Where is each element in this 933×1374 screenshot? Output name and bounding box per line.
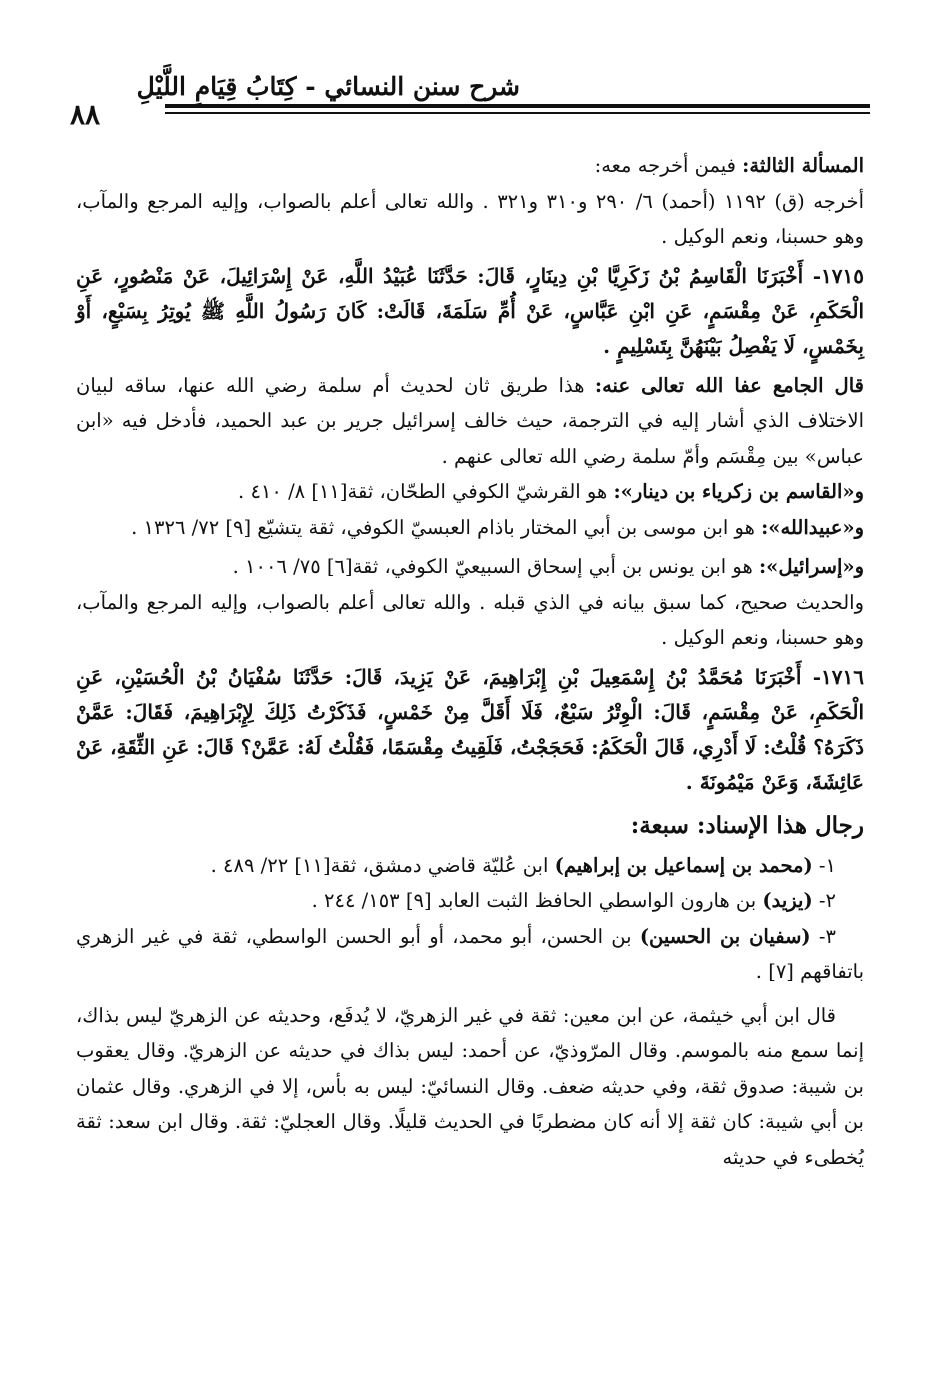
narrator-item-2-text: بن هارون الواسطي الحافظ الثبت العابد [٩] ١٥٣/ ٢٤٤ . xyxy=(311,889,763,912)
narrator-item-1-text: ابن عُليّة قاضي دمشق، ثقة[١١] ٢٢/ ٤٨٩ . xyxy=(210,853,555,877)
narrator-item-2-number: ٢- xyxy=(812,889,836,912)
commentary-text: هذا طريق ثان لحديث أم سلمة رضي الله عنها، ساقه لبيان الاختلاف الذي أشار إليه في الترجمة، حيث خالف إسرائيل جرير بن عبد الحميد، فأدخل فيه «ابن عباس» بين مِقْسَم وأمّ سلمة رضي الله تعالى عنهم . xyxy=(76,373,864,468)
hadith-1716: ١٧١٦- أَخْبَرَنَا مُحَمَّدُ بْنُ إِسْمَعِيلَ بْنِ إِبْرَاهِيمَ، عَنْ يَزِيدَ، قَالَ: حَدَّثَنَا سُفْيَانُ بْنُ الْحُسَيْنِ، عَنِ الْحَكَمِ، عَنْ مِقْسَمٍ، قَالَ: الْوِتْرُ سَبْعٌ، فَلَا أَقَلَّ مِنْ خَمْسٍ، فَذَكَرْتُ ذَلِكَ لِإِبْرَاهِيمَ، فَقَالَ: عَمَّنْ ذَكَرَهُ؟ قُلْتُ: لَا أَدْرِي، قَالَ الْحَكَمُ: فَحَجَجْتُ، فَلَقِيتُ مِقْسَمًا، فَقُلْتُ لَهُ: عَمَّنْ؟ قَالَ: عَنِ الثِّقَةِ، عَنْ عَائِشَةَ، وَعَنْ مَيْمُونَةَ . xyxy=(76,664,864,794)
paragraph-takhrij: أخرجه (ق) ١١٩٢ (أحمد) ٦/ ٢٩٠ و٣١٠ و٣٢١ . والله تعالى أعلم بالصواب، وإليه المرجع والمآب، وهو حسبنا، ونعم الوكيل . xyxy=(76,189,864,248)
paragraph-takhrij-heading xyxy=(76,148,864,184)
narrator-ubaydullah xyxy=(76,510,864,546)
narrator-ubaydullah-label: و«عبيدالله»: xyxy=(761,515,864,539)
narrator-israil-label: و«إسرائيل»: xyxy=(758,555,864,578)
header-title: شرح سنن النسائي - كِتَابُ قِيَامِ اللَّيْلِ xyxy=(136,72,520,101)
narrator-ubaydullah-text: هو ابن موسى بن أبي المختار باذام العبسيّ الكوفي، ثقة يتشيّع [٩] ٧٢/ ١٣٢٦ . xyxy=(131,515,762,539)
narrator-item-3 xyxy=(76,919,864,990)
page-body xyxy=(76,148,864,1175)
header-rule-thin xyxy=(165,112,870,114)
page-number: ٨٨ xyxy=(70,98,101,131)
section-title: رجال هذا الإسناد: سبعة: xyxy=(630,811,864,839)
narrator-item-3-text: بن الحسن، أبو محمد، أو أبو الحسن الواسطي، ثقة في غير الزهري باتفاقهم [٧] . xyxy=(76,924,864,983)
narrator-al-qasim-label: و«القاسم بن زكرياء بن دينار»: xyxy=(613,480,864,503)
narrator-item-3-number: ٣- xyxy=(810,924,836,948)
header-rule-thick xyxy=(165,104,870,108)
narrator-item-2 xyxy=(76,883,864,919)
narrator-al-qasim-text: هو القرشيّ الكوفي الطحّان، ثقة[١١] ٨/ ٤١٠ . xyxy=(238,480,614,503)
running-header xyxy=(70,62,870,132)
narrator-item-1-number: ١- xyxy=(812,853,836,877)
narrator-item-1-label: (محمد بن إسماعيل بن إبراهيم) xyxy=(554,853,813,877)
issue-text: فيمن أخرجه معه: xyxy=(594,154,743,177)
narrator-israil-text: هو ابن يونس بن أبي إسحاق السبيعيّ الكوفي، ثقة[٦] ٧٥/ ١٠٠٦ . xyxy=(232,555,759,578)
paragraph-commentary xyxy=(76,368,864,475)
narrator-israil xyxy=(76,549,864,585)
commentary-label: قال الجامع عفا الله تعالى عنه: xyxy=(594,373,864,397)
paragraph-hadith-grade: والحديث صحيح، كما سبق بيانه في الذي قبله . والله تعالى أعلم بالصواب، وإليه المرجع والمآب، وهو حسبنا، ونعم الوكيل . xyxy=(76,590,864,649)
narrator-item-2-label: (يزيد) xyxy=(762,889,813,912)
paragraph-sufyan-assessment: قال ابن أبي خيثمة، عن ابن معين: ثقة في غير الزهريّ، لا يُدفَع، وحديثه عن الزهريّ ليس بذاك، إنما سمع منه بالموسم. وقال المرّوذيّ، عن أحمد: ليس بذاك في حديثه عن الزهريّ. وقال يعقوب بن شيبة: صدوق ثقة، وفي حديثه ضعف. وقال النسائيّ: ليس به بأس، إلا في الزهري. وقال عثمان بن أبي شيبة: كان ثقة إلا أنه كان مضطربًا في الحديث قليلًا. وقال العجليّ: ثقة. وقال ابن سعد: ثقة يُخطىء في حديثه xyxy=(76,1003,864,1169)
narrator-item-1 xyxy=(76,848,864,884)
narrator-item-3-label: (سفيان بن الحسين) xyxy=(639,924,811,948)
hadith-1715: ١٧١٥- أَخْبَرَنَا الْقَاسِمُ بْنُ زَكَرِيَّا بْنِ دِينَارٍ، قَالَ: حَدَّثَنَا عُبَيْدُ اللَّهِ، عَنْ إِسْرَائِيلَ، عَنْ مَنْصُورٍ، عَنِ الْحَكَمِ، عَنْ مِقْسَمٍ، عَنِ ابْنِ عَبَّاسٍ، عَنْ أُمِّ سَلَمَةَ، قَالَتْ: كَانَ رَسُولُ اللَّهِ ﷺ يُوتِرُ بِسَبْعٍ، أَوْ بِخَمْسٍ، لَا يَفْصِلُ بَيْنَهُنَّ بِتَسْلِيمٍ . xyxy=(76,263,864,358)
issue-label: المسألة الثالثة: xyxy=(742,154,864,177)
narrator-al-qasim xyxy=(76,474,864,510)
